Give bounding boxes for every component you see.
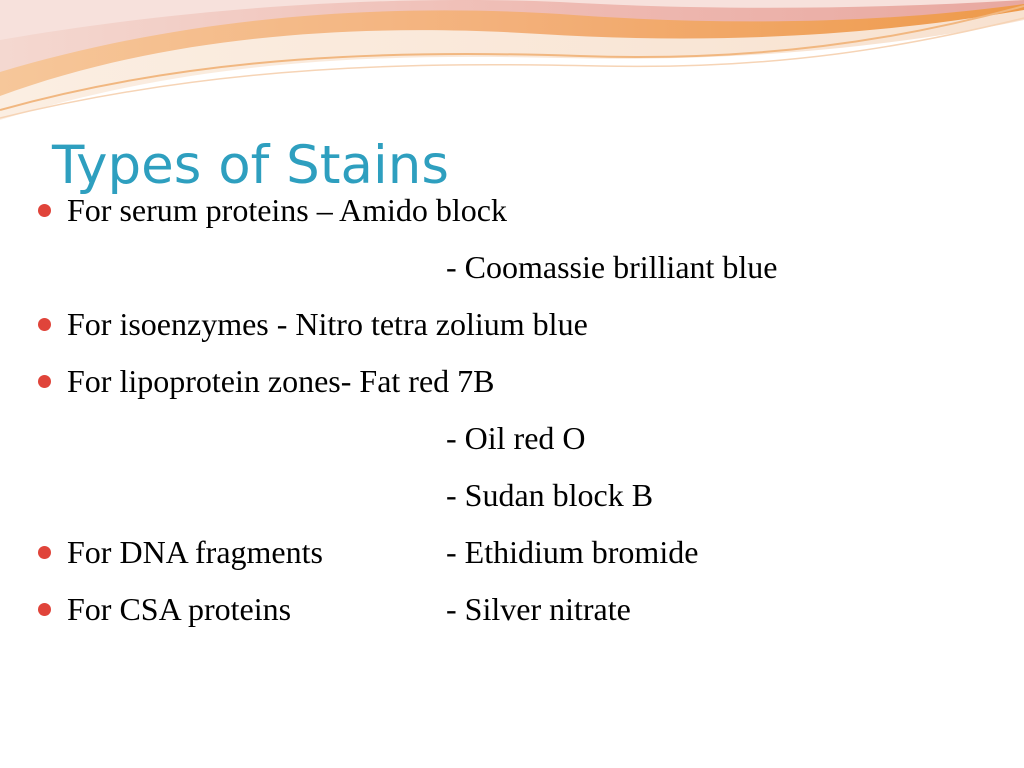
slide-title: Types of Stains bbox=[52, 135, 449, 196]
decorative-header-swoosh bbox=[0, 0, 1024, 130]
item-label: For DNA fragments bbox=[67, 534, 323, 570]
bullet-icon bbox=[38, 375, 51, 388]
item-continuation: - Sudan block B bbox=[446, 477, 654, 513]
item-label: For isoenzymes - Nitro tetra zolium blue bbox=[67, 306, 588, 342]
item-continuation: - Oil red O bbox=[446, 420, 586, 456]
bullet-icon bbox=[38, 204, 51, 217]
bullet-icon bbox=[38, 546, 51, 559]
item-label: For lipoprotein zones- Fat red 7B bbox=[67, 363, 495, 399]
item-continuation: - Coomassie brilliant blue bbox=[446, 249, 778, 285]
item-value: - Ethidium bromide bbox=[446, 534, 699, 570]
item-label: For serum proteins – Amido block bbox=[67, 192, 507, 228]
item-value: - Silver nitrate bbox=[446, 591, 631, 627]
bullet-icon bbox=[38, 603, 51, 616]
item-label: For CSA proteins bbox=[67, 591, 292, 627]
bullet-icon bbox=[38, 318, 51, 331]
